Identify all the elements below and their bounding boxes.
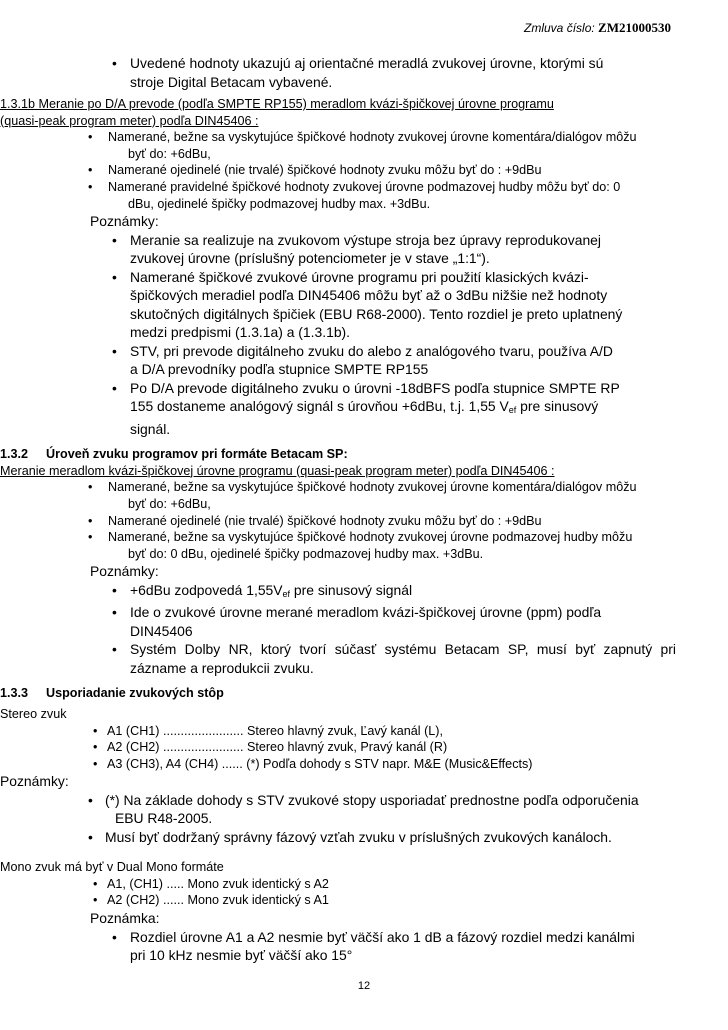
section-132-heading xyxy=(0,446,676,463)
list-item xyxy=(62,179,676,212)
list-item xyxy=(62,479,676,512)
bullet-icon: • xyxy=(93,756,98,771)
note-text: DIN45406 xyxy=(130,622,193,639)
note-text: +6dBu zodpovedá $1,55V_{ef}$ pre sinusový signál xyxy=(130,581,413,599)
subscript-ef: ef xyxy=(508,405,517,416)
bullet-icon: • xyxy=(112,604,117,621)
note-text: EBU R48-2005. xyxy=(115,810,213,827)
bullet-icon: • xyxy=(88,513,93,528)
note-text: (*) Na základe dohody s STV zvukové stopy usporiadať prednostne podľa odporučenia xyxy=(105,791,639,808)
note-item xyxy=(62,231,676,268)
note-item xyxy=(62,791,676,828)
bullet-icon: • xyxy=(112,641,117,658)
bullet-icon: • xyxy=(88,179,93,194)
page-number: 12 xyxy=(357,980,371,992)
bullet-icon: • xyxy=(112,231,117,248)
note-text: špičkových meradiel podľa DIN45406 môžu byť až o 3dBu nižšie než hodnoty xyxy=(130,287,608,304)
subscript-ef: ef xyxy=(282,588,291,599)
bullet-icon: • xyxy=(93,876,98,891)
note-text: signál. xyxy=(130,420,171,437)
note-item xyxy=(62,581,676,604)
track-text: A2 (CH2) ...... Mono zvuk identický s A1 xyxy=(107,893,329,908)
list-item-text: byť do: +6dBu, xyxy=(128,496,211,511)
bullet-icon: • xyxy=(88,480,93,495)
list-item-text: Namerané, bežne sa vyskytujúce špičkové hodnoty zvukovej úrovne komentára/dialógov môžu xyxy=(108,480,637,495)
bullet-icon: • xyxy=(88,163,93,178)
note-item xyxy=(62,342,676,379)
intro-bullet xyxy=(62,54,676,91)
track-item xyxy=(62,756,676,773)
note-text: STV, pri prevode digitálneho zvuku do alebo z analógového tvaru, používa A/D xyxy=(130,342,613,359)
note-text: Ide o zvukové úrovne merané meradlom kvázi-špičkovej úrovne (ppm) podľa xyxy=(130,604,602,621)
section-131b-heading xyxy=(0,96,676,129)
note-text: zvukovej úrovne (príslušný potenciometer je v stave „1:1“). xyxy=(130,250,490,267)
notes-title: Poznámky: xyxy=(0,773,69,790)
section-131b-line1: 1.3.1b Meranie po D/A prevode (podľa SMPTE RP155) meradlom kvázi-špičkovej úrovne programu xyxy=(0,97,554,111)
contract-label: Zmluva číslo: xyxy=(524,21,595,35)
bullet-icon: • xyxy=(112,268,117,285)
list-item-text: Namerané ojedinelé (nie trvalé) špičkové hodnoty zvuku môžu byť do : +9dBu xyxy=(108,163,542,178)
list-item-text: byť do: +6dBu, xyxy=(128,146,211,161)
bullet-line: Uvedené hodnoty ukazujú aj orientačné meradlá zvukovej úrovne, ktorými sú xyxy=(130,55,604,71)
track-text: A1 (CH1) ....................... Stereo hlavný zvuk, Ľavý kanál (L), xyxy=(107,723,443,738)
list-item-text: dBu, ojedinelé špičky podmazovej hudby max. +3dBu. xyxy=(128,196,431,211)
section-title: Usporiadanie zvukových stôp xyxy=(46,686,224,701)
note-item xyxy=(62,640,676,677)
notes-title: Poznámky: xyxy=(90,213,159,230)
bullet-icon: • xyxy=(112,55,117,71)
notes-title: Poznámky: xyxy=(90,563,159,580)
note-text: Musí byť dodržaný správny fázový vzťah zvuku v príslušných zvukových kanáloch. xyxy=(105,828,612,845)
list-item-text: byť do: 0 dBu, ojedinelé špičky podmazovej hudby max. +3dBu. xyxy=(128,546,484,561)
page-header xyxy=(524,21,671,35)
note-text: skutočných digitálnych špičiek (EBU R68-2000). Tento rozdiel je preto uplatnený xyxy=(130,305,623,322)
note-text: a D/A prevodníky podľa stupnice SMPTE RP155 xyxy=(130,361,429,378)
section-133-heading xyxy=(0,685,676,702)
track-text: A2 (CH2) ....................... Stereo hlavný zvuk, Pravý kanál (R) xyxy=(107,740,448,755)
track-text: A1, (CH1) ..... Mono zvuk identický s A2 xyxy=(107,876,329,891)
list-item xyxy=(62,513,676,530)
list-item xyxy=(62,162,676,179)
list-item-text: Namerané, bežne sa vyskytujúce špičkové hodnoty zvukovej úrovne komentára/dialógov môžu xyxy=(108,130,637,145)
bullet-icon: • xyxy=(112,342,117,359)
bullet-icon: • xyxy=(88,791,93,808)
list-item xyxy=(62,529,676,562)
note-text: pri 10 kHz nesmie byť väčší ako 15° xyxy=(130,947,353,964)
page-content xyxy=(0,54,676,965)
note-item xyxy=(62,268,676,342)
bullet-icon: • xyxy=(112,928,117,945)
bullet-icon: • xyxy=(88,828,93,845)
bullet-icon: • xyxy=(88,130,93,145)
note-text: Namerané špičkové zvukové úrovne programu pri použití klasických kvázi- xyxy=(130,268,589,285)
note-text: Rozdiel úrovne A1 a A2 nesmie byť väčší ako 1 dB a fázový rozdiel medzi kanálmi xyxy=(130,928,635,945)
list-item xyxy=(62,129,676,162)
bullet-icon: • xyxy=(112,581,117,598)
bullet-icon: • xyxy=(112,379,117,396)
section-title: Úroveň zvuku programov pri formáte Betacam SP: xyxy=(46,447,348,462)
note-text: Po D/A prevode digitálneho zvuku o úrovni -18dBFS podľa stupnice SMPTE RP xyxy=(130,379,620,396)
contract-number: ZM21000530 xyxy=(598,20,671,35)
note-item xyxy=(62,828,676,847)
bullet-icon: • xyxy=(93,723,98,738)
bullet-icon: • xyxy=(93,893,98,908)
note-text: Meranie sa realizuje na zvukovom výstupe stroja bez úpravy reprodukovanej xyxy=(130,231,601,248)
bullet-icon: • xyxy=(93,740,98,755)
notes-title: Poznámka: xyxy=(90,910,160,927)
stereo-title: Stereo zvuk xyxy=(0,706,67,721)
mono-title: Mono zvuk má byť v Dual Mono formáte xyxy=(0,860,224,875)
note-item xyxy=(62,379,676,439)
note-text: medzi predpismi (1.3.1a) a (1.3.1b). xyxy=(130,324,351,341)
track-item xyxy=(62,739,676,756)
track-item xyxy=(62,876,676,893)
section-number: 1.3.2 xyxy=(0,447,29,462)
section-number: 1.3.3 xyxy=(0,686,29,701)
note-item xyxy=(62,928,676,965)
note-item xyxy=(62,603,676,640)
track-text: A3 (CH3), A4 (CH4) ...... (*) Podľa dohody s STV napr. M&E (Music&Effects) xyxy=(107,756,533,771)
section-131b-line2: (quasi-peak program meter) podľa DIN45406 : xyxy=(0,113,259,128)
list-item-text: Namerané ojedinelé (nie trvalé) špičkové hodnoty zvuku môžu byť do : +9dBu xyxy=(108,513,542,528)
track-item xyxy=(62,892,676,909)
section-132-subtitle: Meranie meradlom kvázi-špičkovej úrovne programu (quasi-peak program meter) podľa DIN45406 : xyxy=(0,463,555,478)
bullet-line: stroje Digital Betacam vybavené. xyxy=(130,73,333,90)
note-text: 155 dostaneme analógový signál s úrovňou +6dBu, t.j. 1,55 $V_{ef}$ pre sinusový xyxy=(130,398,599,416)
list-item-text: Namerané pravidelné špičkové hodnoty zvukovej úrovne podmazovej hudby môžu byť do: 0 xyxy=(108,179,621,194)
note-text: Systém Dolby NR, ktorý tvorí súčasť systému Betacam SP, musí byť zapnutý pri zázname a reprodukcii zvuku. xyxy=(130,641,676,676)
list-item-text: Namerané, bežne sa vyskytujúce špičkové hodnoty zvukovej úrovne podmazovej hudby môžu xyxy=(108,530,633,545)
track-item xyxy=(62,723,676,740)
bullet-icon: • xyxy=(88,530,93,545)
